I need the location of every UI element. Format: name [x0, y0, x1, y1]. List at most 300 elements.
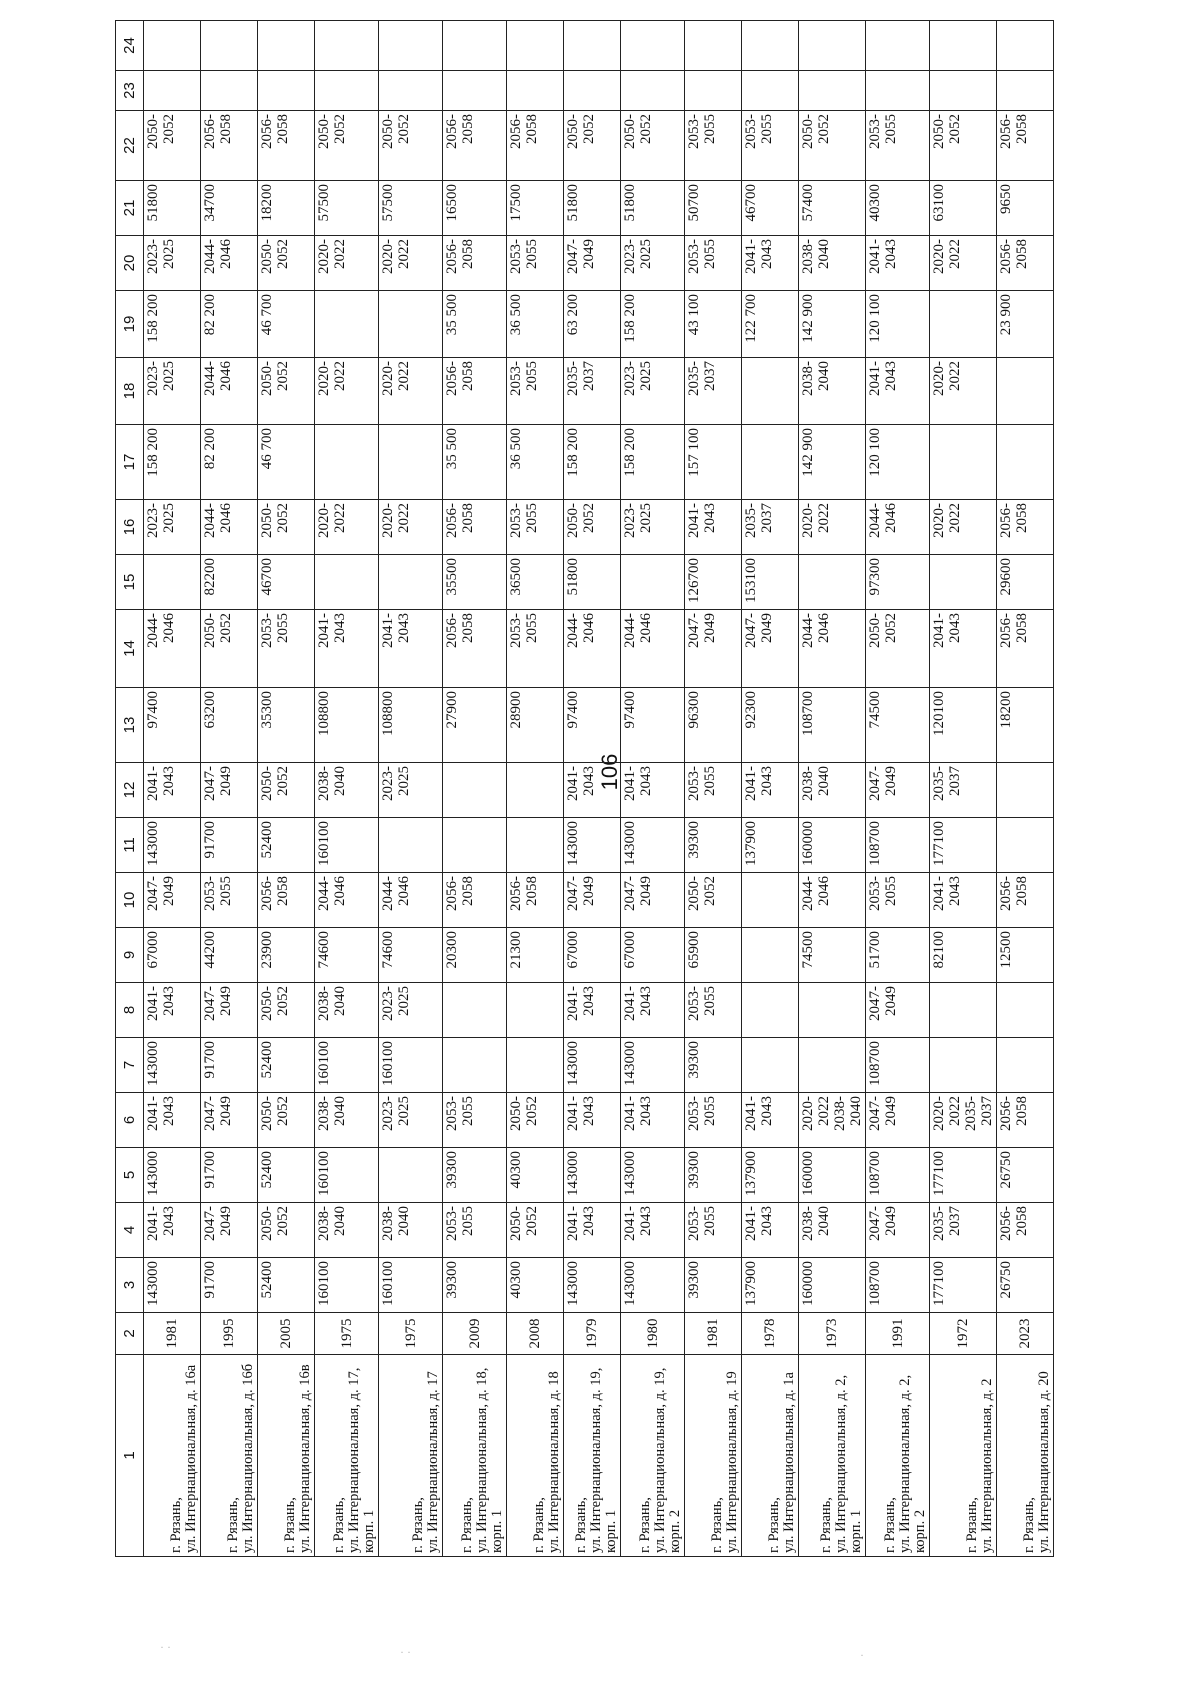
table-cell: 50700	[685, 181, 742, 236]
table-cell: 39300	[685, 1038, 742, 1093]
table-cell: 2050- 2052	[258, 236, 315, 291]
table-cell: 39300	[685, 818, 742, 873]
table-cell: 2020- 2022	[379, 358, 443, 425]
table-cell: 2041- 2043	[685, 500, 742, 555]
table-cell: 57500	[315, 181, 379, 236]
table-cell	[742, 928, 799, 983]
table-cell: 2050- 2052	[379, 111, 443, 181]
table-cell: 51800	[564, 181, 621, 236]
year-cell: 1975	[315, 1313, 379, 1355]
year-cell: 1991	[866, 1313, 930, 1355]
table-cell: 51800	[564, 555, 621, 610]
table-cell: 39300	[685, 1148, 742, 1203]
table-cell: 2047- 2049	[564, 236, 621, 291]
table-cell: 36 500	[507, 425, 564, 500]
table-cell: 2047- 2049	[621, 873, 685, 928]
table-cell: 2047- 2049	[866, 983, 930, 1038]
page-number: 106	[597, 753, 622, 791]
table-cell: 122 700	[742, 291, 799, 358]
table-cell	[379, 71, 443, 111]
table-cell: 65900	[685, 928, 742, 983]
rotated-table-wrapper	[115, 37, 1052, 1557]
table-cell: 63 200	[564, 291, 621, 358]
table-cell: 2044- 2046	[315, 873, 379, 928]
table-cell: 143000	[144, 1038, 201, 1093]
address-cell: г. Рязань, ул. Интернациональная, д. 20	[997, 1355, 1054, 1557]
table-cell: 2047- 2049	[201, 1093, 258, 1148]
year-cell: 2008	[507, 1313, 564, 1355]
table-cell: 143000	[621, 1258, 685, 1313]
table-cell: 143000	[144, 818, 201, 873]
table-cell: 2041- 2043	[621, 1093, 685, 1148]
table-cell: 177100	[930, 818, 997, 873]
table-cell: 177100	[930, 1258, 997, 1313]
table-cell: 160000	[799, 1148, 866, 1203]
address-cell: г. Рязань, ул. Интернациональная, д. 2	[930, 1355, 997, 1557]
table-cell: 46700	[742, 181, 799, 236]
year-cell: 2009	[443, 1313, 507, 1355]
column-header-23: 23	[116, 71, 144, 111]
column-header-3: 3	[116, 1258, 144, 1313]
table-cell: 2050- 2052	[258, 1203, 315, 1258]
table-cell: 51700	[866, 928, 930, 983]
table-cell: 2050- 2052	[258, 1093, 315, 1148]
address-cell: г. Рязань, ул. Интернациональная, д. 19, корп. 2	[621, 1355, 685, 1557]
table-cell	[507, 71, 564, 111]
table-cell: 23900	[258, 928, 315, 983]
year-cell: 1978	[742, 1313, 799, 1355]
table-cell: 143000	[144, 1258, 201, 1313]
year-cell: 2023	[997, 1313, 1054, 1355]
address-cell: г. Рязань, ул. Интернациональная, д. 19, корп. 1	[564, 1355, 621, 1557]
table-cell: 2041- 2043	[742, 236, 799, 291]
table-cell: 92300	[742, 688, 799, 763]
table-cell: 46700	[258, 555, 315, 610]
address-cell: г. Рязань, ул. Интернациональная, д. 18	[507, 1355, 564, 1557]
column-header-18: 18	[116, 358, 144, 425]
table-cell: 108700	[866, 1258, 930, 1313]
year-cell: 1981	[685, 1313, 742, 1355]
table-cell: 2023- 2025	[621, 500, 685, 555]
table-cell: 2056- 2058	[997, 1203, 1054, 1258]
table-cell: 67000	[621, 928, 685, 983]
scan-speck: · ·	[400, 1645, 411, 1659]
table-cell: 2035- 2037	[930, 1203, 997, 1258]
table-cell: 2020- 2022 2035- 2037	[930, 1093, 997, 1148]
table-cell: 39300	[443, 1148, 507, 1203]
table-cell	[742, 358, 799, 425]
table-cell: 57400	[799, 181, 866, 236]
year-cell: 1972	[930, 1313, 997, 1355]
table-cell: 2053- 2055	[507, 610, 564, 688]
table-cell: 2038- 2040	[315, 763, 379, 818]
address-cell: г. Рязань, ул. Интернациональная, д. 19	[685, 1355, 742, 1557]
table-cell: 51800	[144, 181, 201, 236]
table-cell: 158 200	[621, 291, 685, 358]
table-cell	[997, 425, 1054, 500]
table-cell: 2047- 2049	[742, 610, 799, 688]
table-cell: 2023- 2025	[144, 500, 201, 555]
column-header-8: 8	[116, 983, 144, 1038]
table-cell: 2056- 2058	[443, 610, 507, 688]
table-cell: 143000	[621, 1148, 685, 1203]
table-cell: 2050- 2052	[930, 111, 997, 181]
table-row	[799, 21, 866, 1557]
table-cell: 2041- 2043	[144, 1093, 201, 1148]
address-cell: г. Рязань, ул. Интернациональная, д. 1а	[742, 1355, 799, 1557]
table-cell	[930, 1038, 997, 1093]
table-cell: 160100	[315, 1038, 379, 1093]
table-cell: 2056- 2058	[997, 610, 1054, 688]
table-cell: 2050- 2052	[258, 500, 315, 555]
table-cell: 35 500	[443, 425, 507, 500]
table-cell	[742, 21, 799, 71]
table-cell: 2053- 2055	[866, 873, 930, 928]
table-cell	[443, 763, 507, 818]
address-cell: г. Рязань, ул. Интернациональная, д. 2, корп. 2	[866, 1355, 930, 1557]
table-cell: 28900	[507, 688, 564, 763]
table-cell: 2053- 2055	[443, 1203, 507, 1258]
table-cell: 158 200	[144, 425, 201, 500]
table-cell: 74500	[799, 928, 866, 983]
table-cell	[742, 873, 799, 928]
column-header-10: 10	[116, 873, 144, 928]
address-cell: г. Рязань, ул. Интернациональная, д. 18, корп. 1	[443, 1355, 507, 1557]
column-header-4: 4	[116, 1203, 144, 1258]
table-cell: 2038- 2040	[799, 358, 866, 425]
column-header-19: 19	[116, 291, 144, 358]
table-cell: 2020- 2022	[930, 358, 997, 425]
table-cell: 2056- 2058	[997, 111, 1054, 181]
table-cell: 2038- 2040	[315, 1203, 379, 1258]
table-cell: 143000	[621, 818, 685, 873]
table-cell: 36500	[507, 555, 564, 610]
table-cell: 2038- 2040	[379, 1203, 443, 1258]
table-cell: 2023- 2025	[379, 983, 443, 1038]
column-header-20: 20	[116, 236, 144, 291]
table-cell: 158 200	[564, 425, 621, 500]
column-header-17: 17	[116, 425, 144, 500]
table-row	[443, 21, 507, 1557]
table-cell: 2044- 2046	[564, 610, 621, 688]
table-cell	[685, 71, 742, 111]
table-cell: 2041- 2043	[564, 983, 621, 1038]
table-row	[685, 21, 742, 1557]
table-cell	[799, 1038, 866, 1093]
table-cell	[315, 21, 379, 71]
table-cell: 2041- 2043	[742, 763, 799, 818]
table-cell: 17500	[507, 181, 564, 236]
table-cell: 2047- 2049	[201, 983, 258, 1038]
table-cell: 2056- 2058	[258, 111, 315, 181]
scan-speck: ·	[860, 1648, 864, 1662]
table-cell: 143000	[621, 1038, 685, 1093]
table-cell	[443, 1038, 507, 1093]
column-header-11: 11	[116, 818, 144, 873]
table-cell: 40300	[866, 181, 930, 236]
column-header-5: 5	[116, 1148, 144, 1203]
table-cell: 157 100	[685, 425, 742, 500]
table-cell: 137900	[742, 818, 799, 873]
table-cell	[507, 763, 564, 818]
column-header-9: 9	[116, 928, 144, 983]
table-cell: 2020- 2022	[379, 236, 443, 291]
table-cell: 2050- 2052	[144, 111, 201, 181]
table-cell: 91700	[201, 1148, 258, 1203]
table-cell: 2053- 2055	[685, 111, 742, 181]
table-cell	[443, 71, 507, 111]
table-cell: 67000	[564, 928, 621, 983]
table-cell: 2041- 2043	[621, 763, 685, 818]
table-cell: 2035- 2037	[930, 763, 997, 818]
table-cell: 160100	[315, 1148, 379, 1203]
table-cell: 39300	[443, 1258, 507, 1313]
table-cell: 2053- 2055	[685, 763, 742, 818]
table-cell: 18200	[258, 181, 315, 236]
table-cell: 2050- 2052	[685, 873, 742, 928]
table-cell	[997, 21, 1054, 71]
table-cell: 2056- 2058	[201, 111, 258, 181]
table-cell: 57500	[379, 181, 443, 236]
table-cell: 137900	[742, 1148, 799, 1203]
table-row	[315, 21, 379, 1557]
column-header-15: 15	[116, 555, 144, 610]
table-cell: 2041- 2043	[564, 1093, 621, 1148]
table-cell: 2056- 2058	[443, 111, 507, 181]
table-cell	[201, 21, 258, 71]
table-cell	[379, 21, 443, 71]
table-cell: 108800	[379, 688, 443, 763]
table-cell: 16500	[443, 181, 507, 236]
table-cell: 142 900	[799, 425, 866, 500]
table-cell: 2044- 2046	[201, 500, 258, 555]
table-cell	[742, 983, 799, 1038]
table-cell: 96300	[685, 688, 742, 763]
table-cell: 2038- 2040	[799, 1203, 866, 1258]
table-cell	[507, 21, 564, 71]
table-row	[930, 21, 997, 1557]
table-cell: 35300	[258, 688, 315, 763]
table-cell: 143000	[564, 1148, 621, 1203]
table-cell	[799, 21, 866, 71]
table-cell: 2023- 2025	[144, 358, 201, 425]
table-cell: 21300	[507, 928, 564, 983]
table-cell: 91700	[201, 1038, 258, 1093]
table-cell: 2050- 2052	[258, 983, 315, 1038]
table-cell: 2041- 2043	[621, 1203, 685, 1258]
table-cell: 36 500	[507, 291, 564, 358]
table-cell	[930, 983, 997, 1038]
table-cell: 2050- 2052	[507, 1203, 564, 1258]
table-cell	[507, 818, 564, 873]
address-cell: г. Рязань, ул. Интернациональная, д. 17, корп. 1	[315, 1355, 379, 1557]
table-cell	[742, 1038, 799, 1093]
table-cell: 160000	[799, 1258, 866, 1313]
table-cell	[930, 21, 997, 71]
table-cell: 97300	[866, 555, 930, 610]
header-row	[116, 21, 144, 1557]
table-cell	[997, 818, 1054, 873]
table-cell	[315, 425, 379, 500]
table-row	[144, 21, 201, 1557]
table-cell: 2020- 2022	[930, 500, 997, 555]
table-cell: 2041- 2043	[144, 763, 201, 818]
table-cell	[144, 555, 201, 610]
table-cell: 39300	[685, 1258, 742, 1313]
table-cell: 142 900	[799, 291, 866, 358]
table-cell	[443, 818, 507, 873]
table-cell: 2053- 2055	[685, 236, 742, 291]
table-cell: 2053- 2055	[443, 1093, 507, 1148]
table-cell: 2035- 2037	[564, 358, 621, 425]
table-cell	[685, 21, 742, 71]
table-cell: 2044- 2046	[799, 873, 866, 928]
table-cell	[201, 71, 258, 111]
table-cell: 2056- 2058	[443, 500, 507, 555]
table-cell	[144, 21, 201, 71]
table-cell: 34700	[201, 181, 258, 236]
table-cell	[379, 1148, 443, 1203]
table-cell: 2050- 2052	[799, 111, 866, 181]
table-cell: 160000	[799, 818, 866, 873]
table-cell: 153100	[742, 555, 799, 610]
table-cell: 120100	[930, 688, 997, 763]
address-cell: г. Рязань, ул. Интернациональная, д. 16а	[144, 1355, 201, 1557]
year-cell: 1975	[379, 1313, 443, 1355]
table-cell: 2020- 2022	[315, 500, 379, 555]
table-cell: 2056- 2058	[997, 236, 1054, 291]
table-row	[201, 21, 258, 1557]
table-cell: 2020- 2022	[315, 358, 379, 425]
table-cell: 2038- 2040	[799, 763, 866, 818]
table-cell: 51800	[621, 181, 685, 236]
table-cell: 2041- 2043	[315, 610, 379, 688]
table-row	[258, 21, 315, 1557]
column-header-21: 21	[116, 181, 144, 236]
table-cell: 20300	[443, 928, 507, 983]
table-cell: 63200	[201, 688, 258, 763]
table-cell	[379, 818, 443, 873]
table-cell: 2047- 2049	[866, 1093, 930, 1148]
table-cell	[997, 1038, 1054, 1093]
table-cell: 2050- 2052	[315, 111, 379, 181]
table-cell	[315, 555, 379, 610]
table-cell: 2053- 2055	[258, 610, 315, 688]
column-header-14: 14	[116, 610, 144, 688]
table-cell: 2053- 2055	[507, 236, 564, 291]
table-cell	[930, 71, 997, 111]
table-cell: 2050- 2052	[201, 610, 258, 688]
table-cell: 2041- 2043	[564, 1203, 621, 1258]
column-header-22: 22	[116, 111, 144, 181]
table-cell: 26750	[997, 1148, 1054, 1203]
table-cell: 2038- 2040	[315, 983, 379, 1038]
table-cell: 2035- 2037	[685, 358, 742, 425]
table-cell: 97400	[564, 688, 621, 763]
table-cell: 126700	[685, 555, 742, 610]
table-cell: 2044- 2046	[799, 610, 866, 688]
table-cell: 2038- 2040	[315, 1093, 379, 1148]
table-cell: 52400	[258, 1258, 315, 1313]
table-cell: 177100	[930, 1148, 997, 1203]
table-cell: 35 500	[443, 291, 507, 358]
table-cell	[315, 71, 379, 111]
table-row	[507, 21, 564, 1557]
table-cell: 12500	[997, 928, 1054, 983]
table-cell: 2023- 2025	[144, 236, 201, 291]
table-cell	[258, 71, 315, 111]
table-cell: 2044- 2046	[379, 873, 443, 928]
table-cell: 2041- 2043	[144, 1203, 201, 1258]
table-cell: 2044- 2046	[201, 236, 258, 291]
table-cell	[866, 21, 930, 71]
table-cell: 2056- 2058	[997, 500, 1054, 555]
table-cell: 160100	[315, 818, 379, 873]
table-row	[997, 21, 1054, 1557]
table-cell: 2020- 2022	[315, 236, 379, 291]
table-cell: 108700	[866, 1148, 930, 1203]
table-cell	[930, 555, 997, 610]
table-cell: 74500	[866, 688, 930, 763]
table-cell: 2047- 2049	[201, 1203, 258, 1258]
table-cell	[379, 291, 443, 358]
table-cell	[144, 71, 201, 111]
table-cell: 143000	[564, 818, 621, 873]
table-cell	[443, 21, 507, 71]
column-header-16: 16	[116, 500, 144, 555]
table-cell: 108700	[866, 818, 930, 873]
table-cell: 2041- 2043	[866, 236, 930, 291]
table-cell: 82200	[201, 555, 258, 610]
address-cell: г. Рязань, ул. Интернациональная, д. 16б	[201, 1355, 258, 1557]
table-cell: 52400	[258, 818, 315, 873]
table-cell: 120 100	[866, 291, 930, 358]
table-cell: 2047- 2049	[201, 763, 258, 818]
table-cell: 2056- 2058	[507, 873, 564, 928]
table-cell	[443, 983, 507, 1038]
table-cell: 2056- 2058	[997, 873, 1054, 928]
table-cell: 2050- 2052	[258, 358, 315, 425]
table-cell: 52400	[258, 1148, 315, 1203]
table-cell: 108700	[799, 688, 866, 763]
table-cell	[930, 425, 997, 500]
address-cell: г. Рязань, ул. Интернациональная, д. 2, корп. 1	[799, 1355, 866, 1557]
table-cell: 2056- 2058	[997, 1093, 1054, 1148]
table-cell: 2053- 2055	[507, 500, 564, 555]
column-header-2: 2	[116, 1313, 144, 1355]
address-cell: г. Рязань, ул. Интернациональная, д. 16в	[258, 1355, 315, 1557]
table-cell: 2053- 2055	[685, 983, 742, 1038]
table-cell: 2050- 2052	[564, 111, 621, 181]
table-cell: 97400	[621, 688, 685, 763]
table-cell: 40300	[507, 1148, 564, 1203]
table-cell: 2044- 2046	[866, 500, 930, 555]
table-row	[866, 21, 930, 1557]
data-table	[115, 20, 1054, 1557]
table-cell: 2056- 2058	[443, 358, 507, 425]
table-cell: 67000	[144, 928, 201, 983]
table-cell	[997, 358, 1054, 425]
table-cell	[507, 983, 564, 1038]
table-cell	[930, 291, 997, 358]
year-cell: 1979	[564, 1313, 621, 1355]
table-cell: 27900	[443, 688, 507, 763]
table-cell: 63100	[930, 181, 997, 236]
column-header-6: 6	[116, 1093, 144, 1148]
table-cell: 26750	[997, 1258, 1054, 1313]
table-cell: 2041- 2043	[379, 610, 443, 688]
table-cell: 2041- 2043	[930, 610, 997, 688]
